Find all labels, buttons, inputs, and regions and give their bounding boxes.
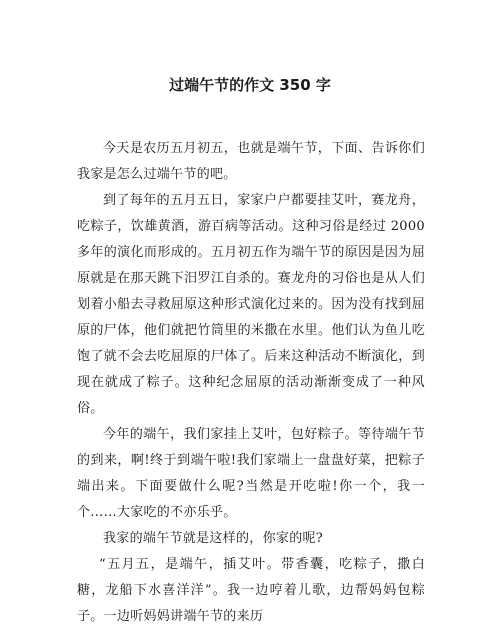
document-body <box>77 136 425 630</box>
paragraph-question: 我家的端午节就是这样的，你家的呢? <box>103 531 324 546</box>
paragraph-history: 到了每年的五月五日，家家户户都要挂艾叶，赛龙舟，吃粽子，饮雄黄酒，游百病等活动。这种习俗是经过 2000 多年的演化而形成的。五月初五作为端午节的原因是因为屈原就是在那天跳下汨罗江自杀的。赛龙舟的习俗也是从人们划着小船去寻救屈原这种形式演化过来的。因为没有找到屈原的尸体，他们就把竹筒里的米撒在水里。他们认为鱼儿吃饱了就不会去吃屈原的尸体了。后来这种活动不断演化，到现在就成了粽子。这种纪念屈原的活动渐渐变成了一种风俗。 <box>77 193 425 416</box>
paragraph-this-year: 今年的端午，我们家挂上艾叶，包好粽子。等待端午节的到来，啊!终于到端午啦!我们家端上一盘盘好菜，把粽子端出来。下面要做什么呢?当然是开吃啦!你一个，我一个……大家吃的不亦乐乎。 <box>77 427 425 520</box>
document-title: 过端午节的作文 350 字 <box>169 76 331 94</box>
paragraph-song: “五月五，是端午，插艾叶。带香囊，吃粽子，撒白糖，龙船下水喜洋洋”。我一边哼着儿歌，边帮妈妈包粽子。一边听妈妈讲端午节的来历 <box>77 557 425 624</box>
paragraph-intro: 今天是农历五月初五，也就是端午节，下面、告诉你们我家是怎么过端午节的吧。 <box>77 141 425 182</box>
